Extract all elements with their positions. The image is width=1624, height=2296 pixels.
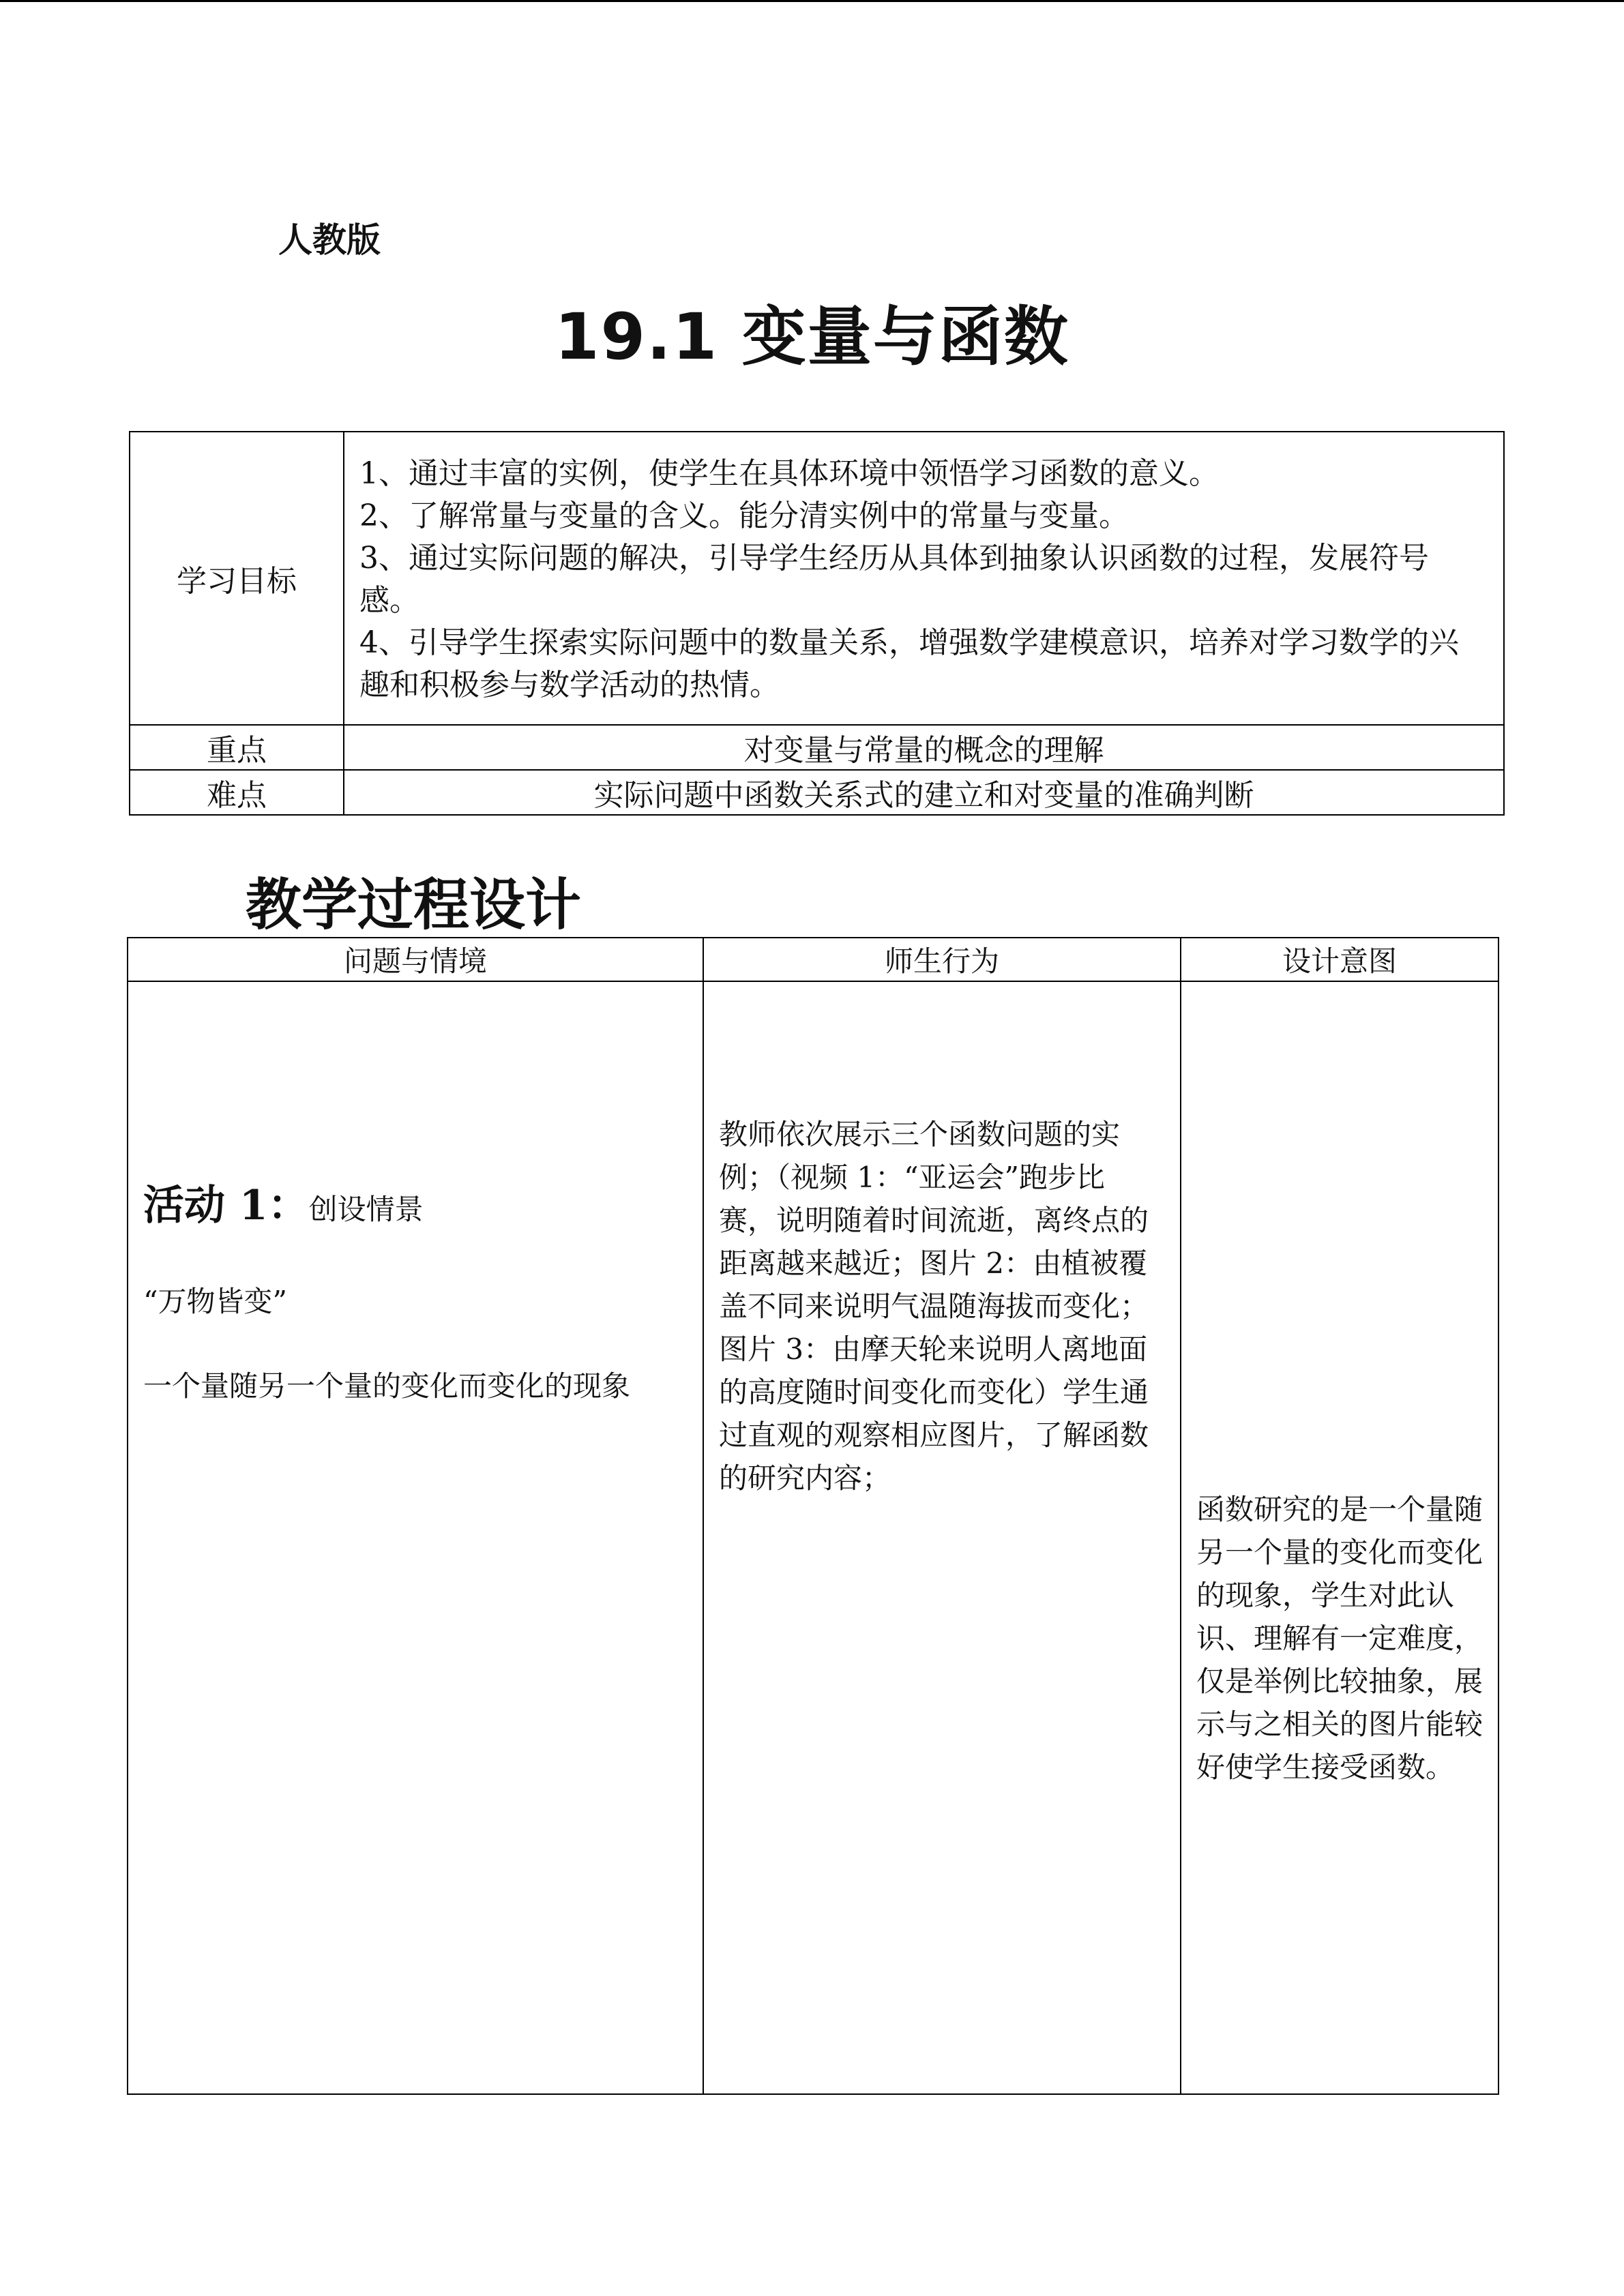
difficulty-value: 实际问题中函数关系式的建立和对变量的准确判断	[344, 770, 1504, 815]
process-header-row	[128, 938, 1498, 981]
column-header-intent: 设计意图	[1181, 938, 1498, 981]
teacher-student-text: 教师依次展示三个函数问题的实例；（视频 1：“亚运会”跑步比赛，说明随着时间流逝，离终点的距离越来越近；图片 2：由植被覆盖不同来说明气温随海拔而变化；图片 3：由摩天轮来说明人离地面的高度随时间变化而变化）学生通过直观的观察相应图片，了解函数的研究内容；	[719, 1118, 1149, 1495]
activity-subheading: 创设情景	[308, 1193, 424, 1226]
column-header-behavior: 师生行为	[703, 938, 1181, 981]
key-point-value: 对变量与常量的概念的理解	[344, 725, 1504, 770]
page-top-border	[0, 0, 1624, 2]
behavior-cell	[703, 981, 1181, 2094]
objectives-table	[129, 431, 1505, 816]
objective-item: 4、引导学生探索实际问题中的数量关系，增强数学建模意识，培养对学习数学的兴趣和积极参与数学活动的热情。	[359, 625, 1459, 702]
objectives-row	[130, 432, 1504, 725]
activity-heading	[143, 1173, 424, 1232]
key-point-label: 重点	[130, 725, 344, 770]
process-table	[127, 937, 1499, 2095]
situation-cell	[128, 981, 703, 2094]
activity-phenomenon: 一个量随另一个量的变化而变化的现象	[143, 1369, 631, 1403]
objectives-label: 学习目标	[130, 432, 344, 725]
page-title: 19.1 变量与函数	[555, 300, 1069, 374]
activity-row	[128, 981, 1498, 2094]
objectives-list	[344, 432, 1504, 725]
intent-cell	[1181, 981, 1498, 2094]
difficulty-row	[130, 770, 1504, 815]
section-title: 教学过程设计	[246, 873, 582, 938]
activity-motto: “万物皆变”	[143, 1285, 287, 1318]
objective-item: 1、通过丰富的实例，使学生在具体环境中领悟学习函数的意义。	[359, 456, 1219, 491]
design-intent-text: 函数研究的是一个量随另一个量的变化而变化的现象，学生对此认识、理解有一定难度，仅是举例比较抽象，展示与之相关的图片能较好使学生接受函数。	[1196, 1493, 1483, 1784]
activity-number: 活动 1：	[143, 1182, 309, 1229]
publisher-label: 人教版	[278, 220, 381, 260]
key-point-row	[130, 725, 1504, 770]
objective-item: 2、了解常量与变量的含义。能分清实例中的常量与变量。	[359, 498, 1129, 533]
column-header-situation: 问题与情境	[128, 938, 703, 981]
difficulty-label: 难点	[130, 770, 344, 815]
objective-item: 3、通过实际问题的解决，引导学生经历从具体到抽象认识函数的过程，发展符号感。	[359, 541, 1429, 618]
